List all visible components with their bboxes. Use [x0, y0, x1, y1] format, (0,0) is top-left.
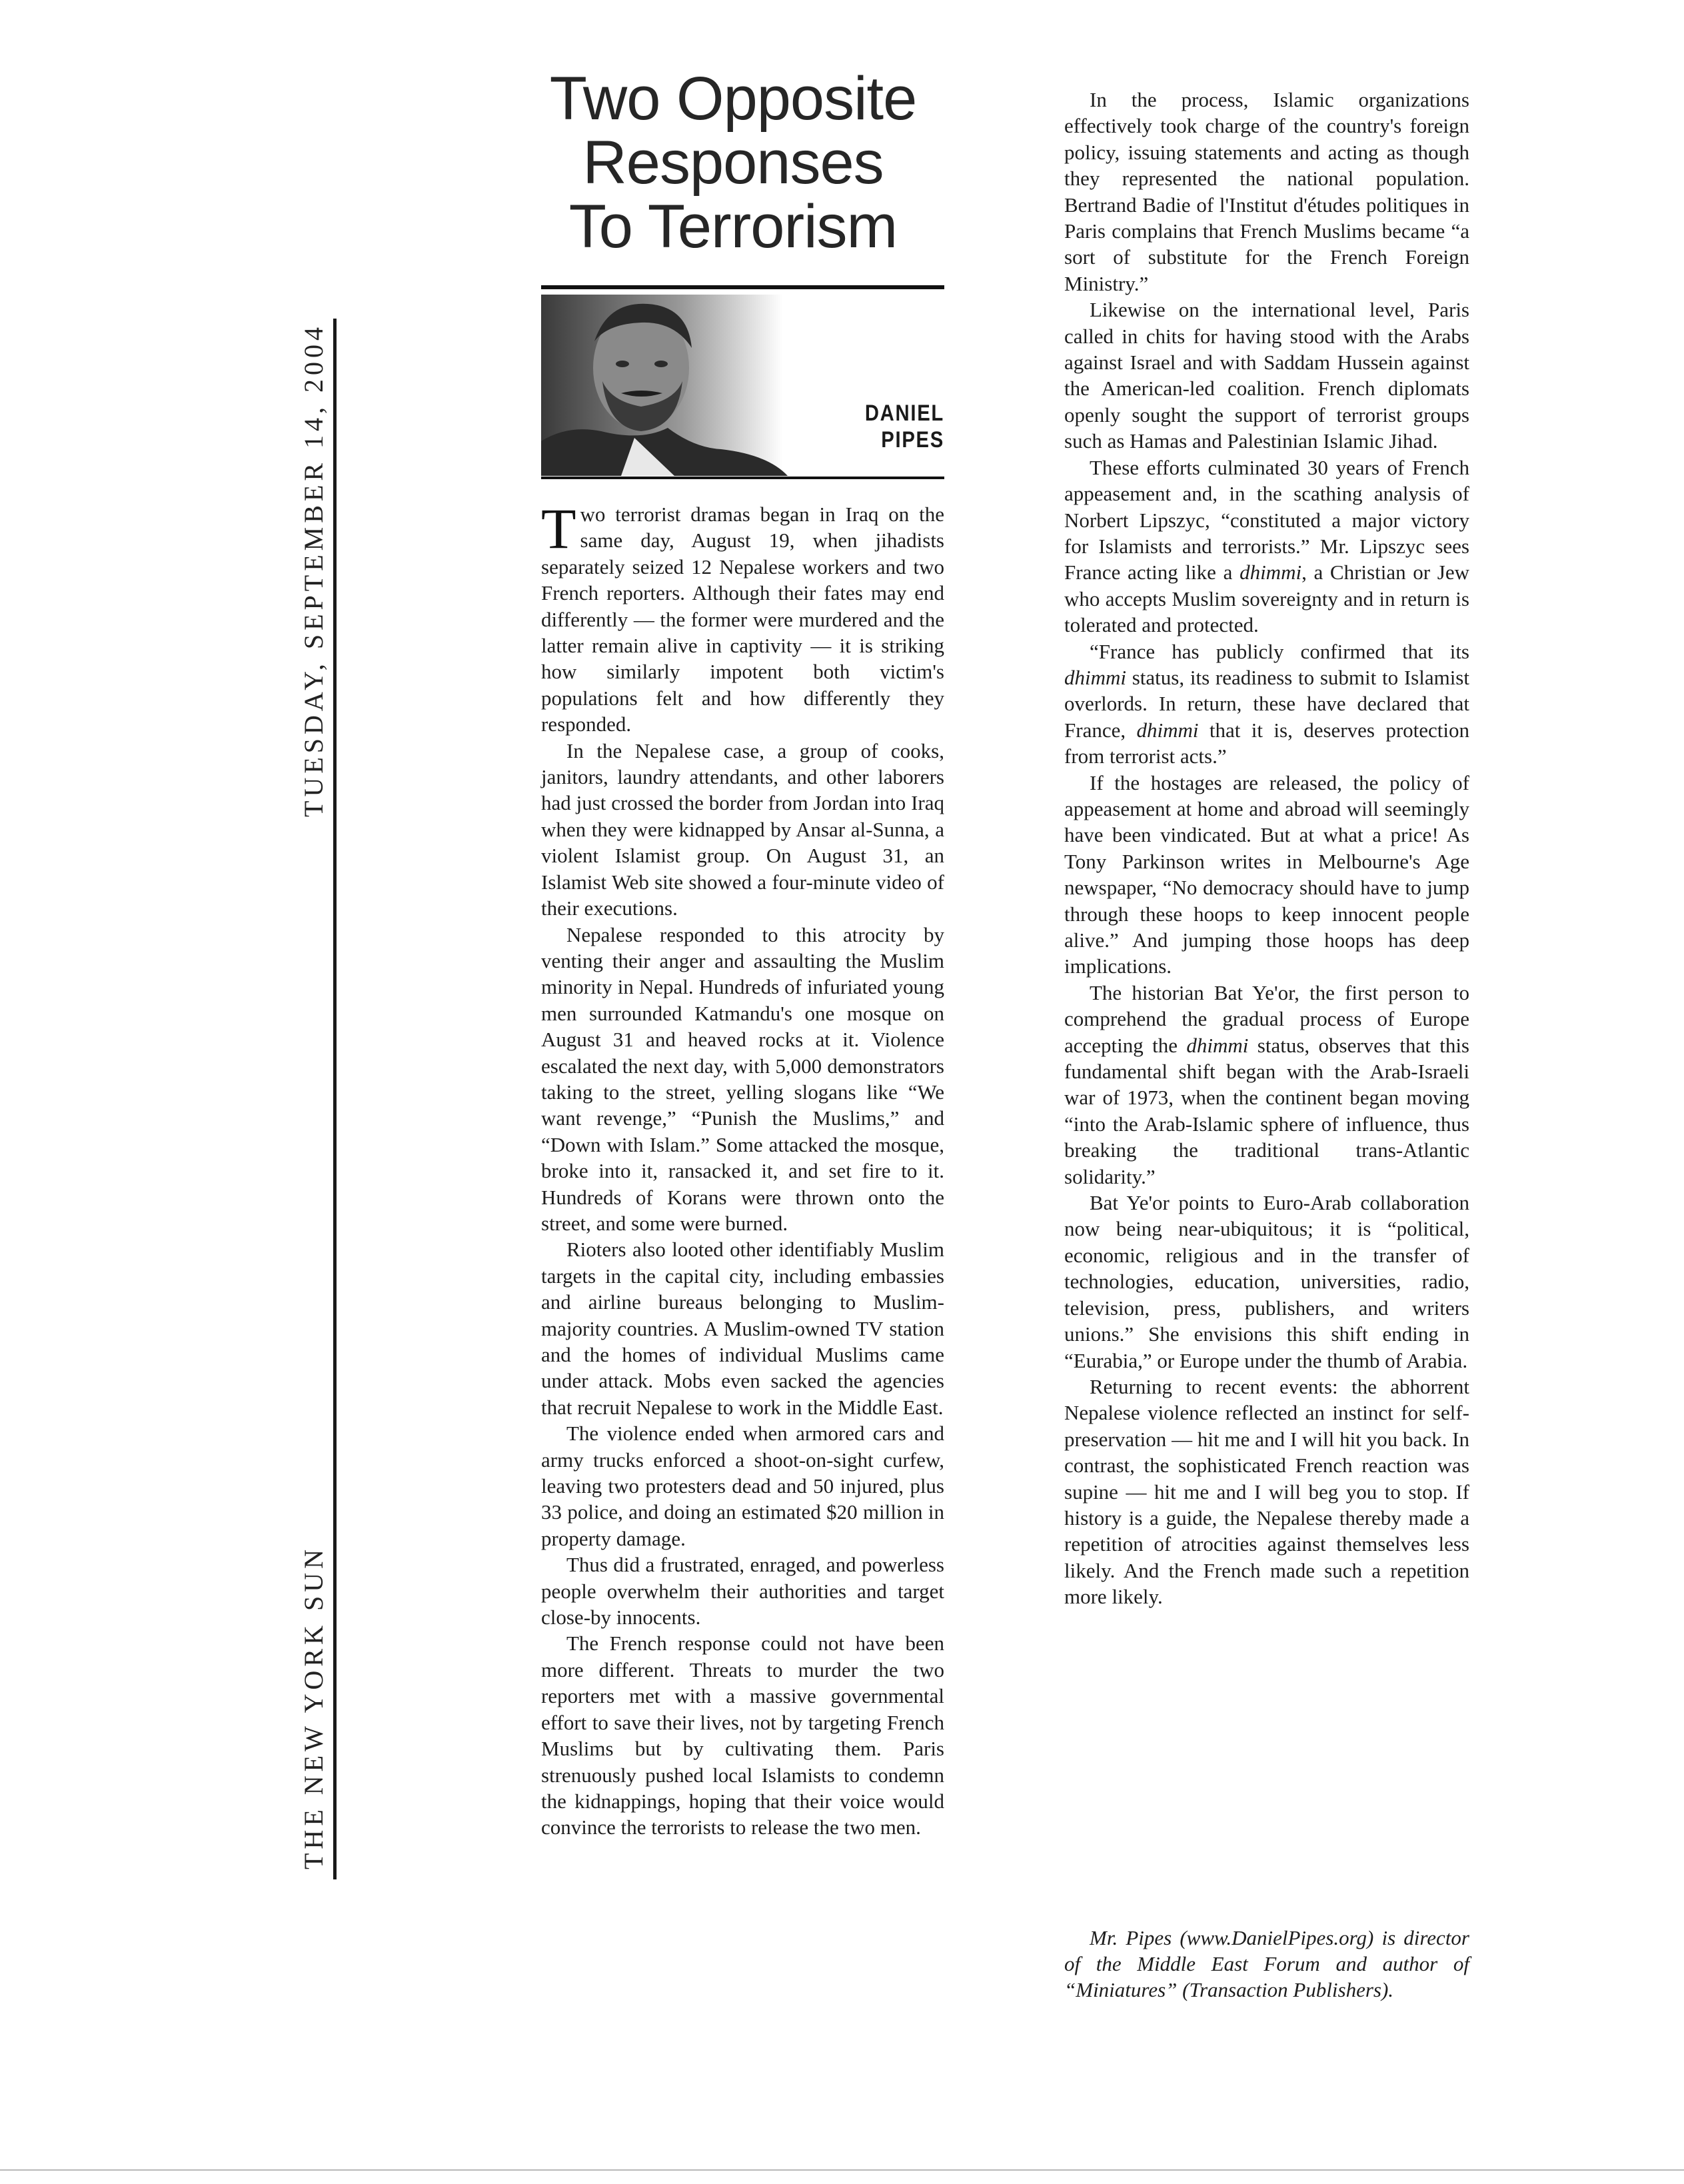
headline [520, 67, 946, 259]
article-paragraph: If the hostages are released, the policy of appeasement at home and abroad will seemingly have been vindicated. But at what a price! As Tony Parkinson writes in Melbourne's Age newspaper, “No democracy should have to jump through these hoops to keep innocent people alive.” And jumping those hoops has deep implications. [1064, 770, 1469, 978]
drop-cap: T [541, 497, 576, 560]
byline-first-name: DANIEL [864, 401, 944, 426]
headline-rule [541, 285, 944, 289]
article-paragraph: “France has publicly confirmed that its dhimmi status, its readiness to submit to Islamist overlords. In return, these have declared that France, dhimmi that it is, deserves protection from terrorist acts.” [1064, 639, 1470, 768]
article-paragraph: In the process, Islamic organizations effectively took charge of the country's foreign policy, issuing statements and acting as though they represented the national population. Bertrand Badie of l'Institut d'études politiques in Paris complains that French Muslims became “a sort of substitute for the French Foreign Ministry.” [1064, 88, 1469, 295]
article-paragraph: The French response could not have been more different. Threats to murder the two reporters met with a massive governmental effort to save their lives, not by targeting French Muslims but by cultivating them. Paris strenuously pushed local Islamists to condemn the kidnappings, hoping that their voice would convince the terrorists to release the two men. [541, 1632, 944, 1839]
article-paragraph: Bat Ye'or points to Euro-Arab collaboration now being near-ubiquitous; it is “political, economic, religious and in the transfer of technologies, education, universities, radio, television, press, publishers, and writers unions.” She envisions this shift ending in “Eurabia,” or Europe under the thumb of Arabia. [1064, 1191, 1469, 1372]
article-paragraph: These efforts culminated 30 years of French appeasement and, in the scathing analysis of Norbert Lipszyc, “constituted a major victory for Islamists and terrorists.” Mr. Lipszyc sees France acting like a dhimmi, a Christian or Jew who accepts Muslim sovereignty and in return is tolerated and protected. [1064, 455, 1469, 637]
article-column-2 [1064, 87, 1469, 1610]
article-paragraph: In the Nepalese case, a group of cooks, janitors, laundry attendants, and other laborers had just crossed the border from Jordan into Iraq when they were kidnapped by Ansar al-Sunna, a violent Islamist group. On August 31, an Islamist Web site showed a four-minute video of their executions. [541, 738, 944, 920]
article-paragraph: Rioters also looted other identifiably Muslim targets in the capital city, including embassies and airline bureaus belonging to Muslim-majority countries. A Muslim-owned TV station and the homes of individual Muslims came under attack. Mobs even sacked the agencies that recruit Nepalese to work in the Middle East. [541, 1238, 944, 1419]
photo-rule [541, 477, 944, 479]
article-paragraph: Likewise on the international level, Paris called in chits for having stood with the Arabs against Israel and with Saddam Hussein against the American-led coalition. French diplomats openly sought the support of terrorist groups such as Hamas and Palestinian Islamic Jihad. [1064, 298, 1469, 453]
article-paragraph: Two terrorist dramas began in Iraq on the same day, August 19, when jihadists separately seized 12 Nepalese workers and two French reporters. Although their fates may end differently — the former were murdered and the latter remain alive in captivity — it is striking how similarly impotent both victim's populations felt and how differently they responded. [541, 497, 944, 736]
article-paragraph: Nepalese responded to this atrocity by venting their anger and assaulting the Muslim minority in Nepal. Hundreds of infuriated young men surrounded Katmandu's one mosque on August 31 and heaved rocks at it. Violence escalated the next day, with 5,000 demonstrators taking to the street, yelling slogans like “We want revenge,” “Punish the Muslims,” and “Down with Islam.” Some attacked the mosque, broke into it, ransacked it, and set fire to it. Hundreds of Korans were thrown onto the street, and some were burned. [541, 922, 944, 1235]
publication-name: THE NEW YORK SUN [298, 1546, 329, 1869]
vertical-masthead [293, 323, 333, 1869]
article-paragraph: Thus did a frustrated, enraged, and powerless people overwhelm their authorities and target close-by innocents. [541, 1553, 944, 1630]
byline-last-name: PIPES [881, 427, 944, 453]
article-paragraph: The historian Bat Ye'or, the first person to comprehend the gradual process of Europe accepting the dhimmi status, observes that this fundamental shift began with the Arab-Israeli war of 1973, when the continent began moving “into the Arab-Islamic sphere of influence, thus breaking the traditional trans-Atlantic solidarity.” [1064, 980, 1469, 1188]
article-paragraph: The violence ended when armored cars and army trucks enforced a shoot-on-sight curfew, leaving two protesters dead and 50 injured, plus 33 police, and doing an estimated $20 million in property damage. [541, 1422, 944, 1550]
vertical-rule [333, 319, 337, 1879]
author-bio: Mr. Pipes (www.DanielPipes.org) is director of the Middle East Forum and author of “Miniatures” (Transaction Publishers). [1064, 1926, 1469, 2001]
page-bottom-edge [0, 2169, 1684, 2171]
publication-date: TUESDAY, SEPTEMBER 14, 2004 [298, 323, 329, 817]
headline-line-1: Two Opposite [549, 65, 917, 133]
article-paragraph: Returning to recent events: the abhorrent Nepalese violence reflected an instinct for self-preservation — hit me and I will hit you back. In contrast, the sophisticated French reaction was supine — hit me and I will beg you to stop. If history is a guide, the Nepalese thereby made a repetition of atrocities against themselves less likely. And the French made such a repetition more likely. [1064, 1374, 1469, 1609]
headline-line-3: To Terrorism [568, 193, 898, 261]
article-column-1 [541, 497, 944, 1841]
byline [856, 400, 944, 453]
headline-line-2: Responses [582, 129, 884, 197]
